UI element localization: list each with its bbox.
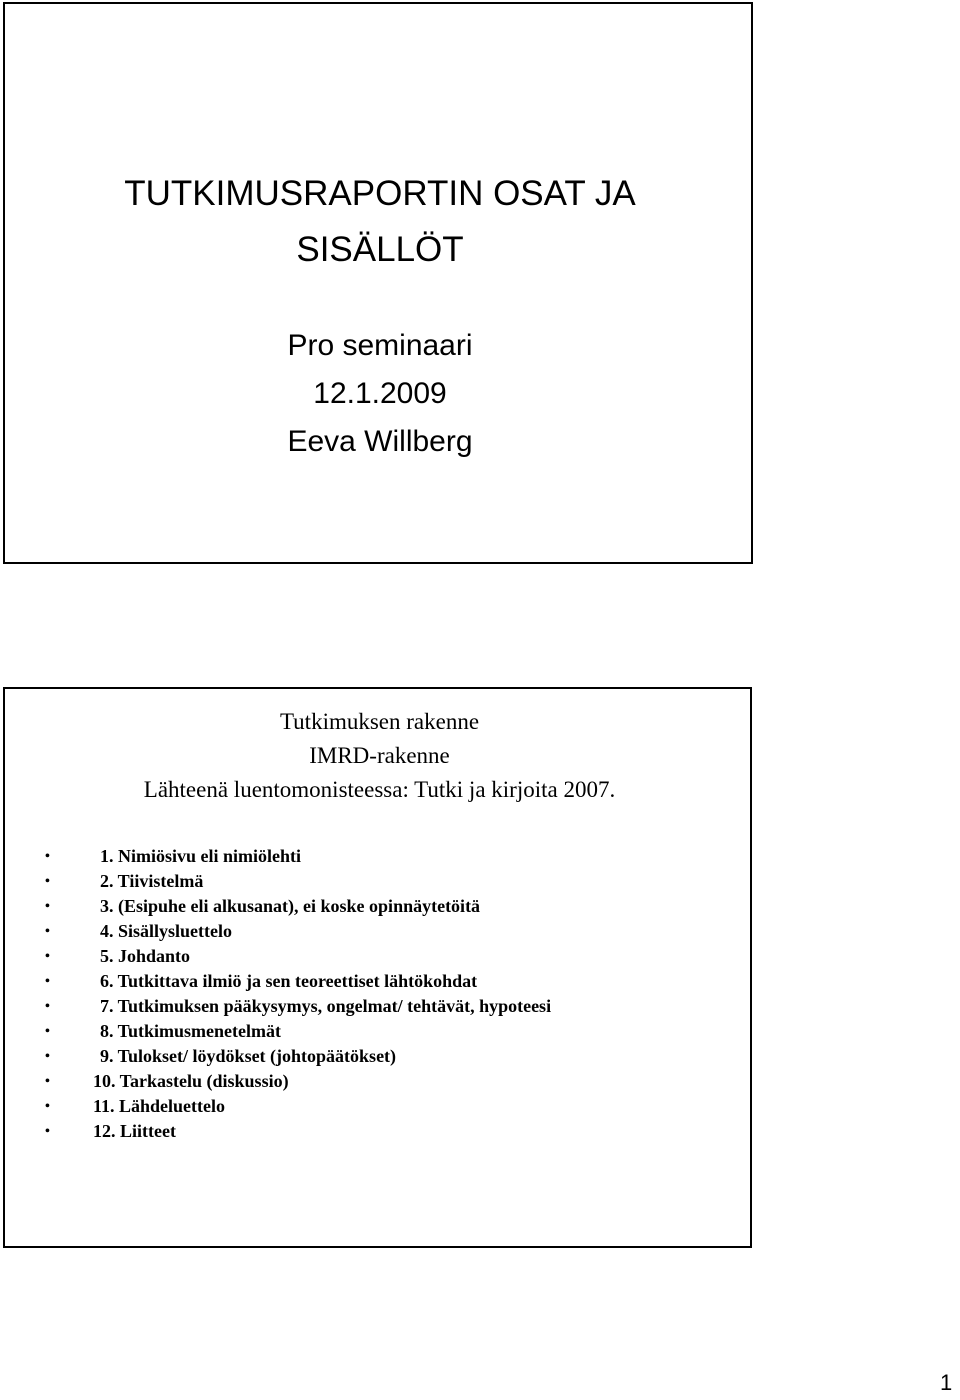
list-item-text: 6. Tutkittava ilmiö ja sen teoreettiset lähtökohdat xyxy=(100,971,478,991)
bullet-icon: • xyxy=(45,924,50,939)
slide-2-heading-line-1: Tutkimuksen rakenne xyxy=(279,709,480,734)
list-item-text: 5. Johdanto xyxy=(100,946,191,966)
bullet-icon: • xyxy=(45,949,50,964)
list-item-text: 11. Lähdeluettelo xyxy=(93,1096,226,1116)
list-item-text: 2. Tiivistelmä xyxy=(100,871,204,891)
bullet-icon: • xyxy=(45,1124,50,1139)
bullet-icon: • xyxy=(45,874,50,889)
list-item-text: 4. Sisällysluettelo xyxy=(100,921,233,941)
bullet-icon: • xyxy=(45,1049,50,1064)
slide-2-heading-line-2: IMRD-rakenne xyxy=(309,743,450,768)
list-item-text: 1. Nimiösivu eli nimiölehti xyxy=(100,846,302,866)
bullet-icon: • xyxy=(45,999,50,1014)
slide-1-title xyxy=(5,166,755,278)
slide-1-title-line-1: TUTKIMUSRAPORTIN OSAT JA xyxy=(124,174,636,213)
list-item-text: 9. Tulokset/ löydökset (johtopäätökset) xyxy=(100,1046,397,1066)
slide-1 xyxy=(3,2,753,564)
list-item-text: 8. Tutkimusmenetelmät xyxy=(100,1021,282,1041)
list-item-text: 12. Liitteet xyxy=(93,1121,176,1141)
bullet-icon: • xyxy=(45,1074,50,1089)
slide-2 xyxy=(3,687,752,1248)
bullet-icon: • xyxy=(45,1024,50,1039)
bullet-icon: • xyxy=(45,899,50,914)
bullet-icon: • xyxy=(45,849,50,864)
page-number: 1 xyxy=(940,1370,953,1395)
bullet-icon: • xyxy=(45,974,50,989)
slide-1-title-line-2: SISÄLLÖT xyxy=(296,230,464,269)
presentation-date: 12.1.2009 xyxy=(313,377,447,410)
author-name: Eeva Willberg xyxy=(287,425,473,458)
slide-2-heading-line-3: Lähteenä luentomonisteessa: Tutki ja kirjoita 2007. xyxy=(143,777,616,802)
list-item-text: 3. (Esipuhe eli alkusanat), ei koske opinnäytetöitä xyxy=(100,896,481,916)
list-item-text: 7. Tutkimuksen pääkysymys, ongelmat/ tehtävät, hypoteesi xyxy=(100,996,552,1016)
list-item-text: 10. Tarkastelu (diskussio) xyxy=(93,1071,289,1091)
bullet-icon: • xyxy=(45,1099,50,1114)
course-name: Pro seminaari xyxy=(287,329,473,362)
